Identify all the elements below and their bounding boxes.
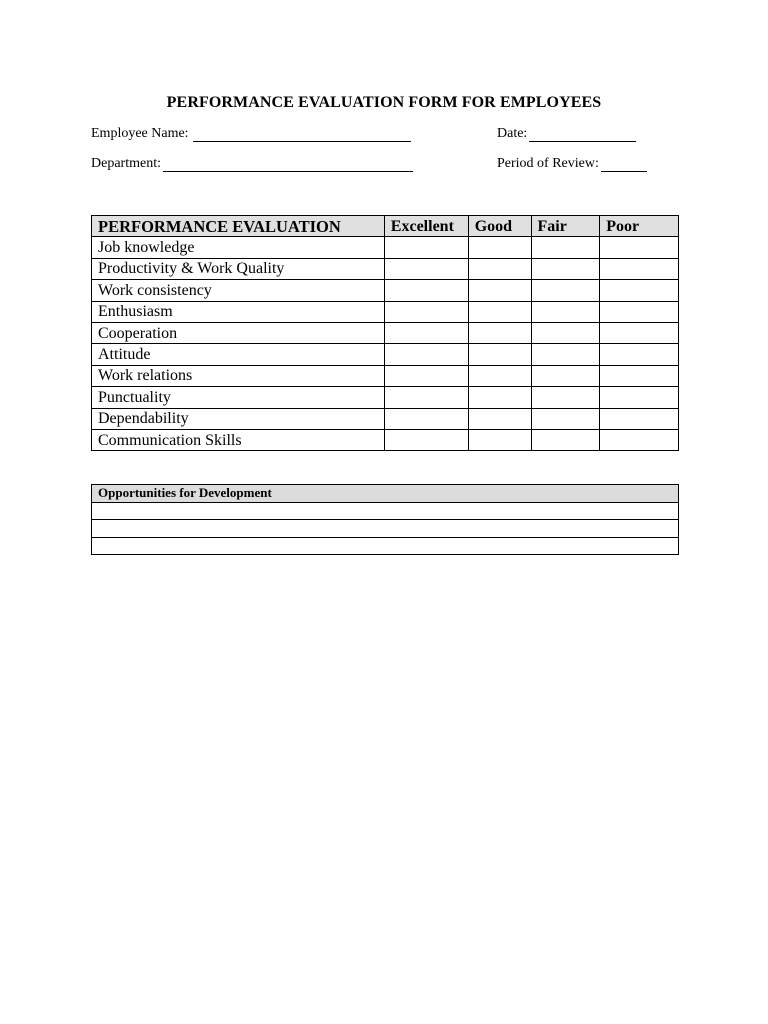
rating-cell-fair[interactable] [531,429,600,450]
employee-name-blank[interactable] [193,127,411,142]
rating-cell-excellent[interactable] [384,429,468,450]
rating-cell-good[interactable] [468,408,531,429]
rating-cell-fair[interactable] [531,365,600,386]
evaluation-row [92,322,679,343]
evaluation-row [92,387,679,408]
rating-cell-excellent[interactable] [384,280,468,301]
development-table [91,484,679,555]
rating-cell-good[interactable] [468,280,531,301]
rating-cell-excellent[interactable] [384,322,468,343]
rating-cell-excellent[interactable] [384,344,468,365]
rating-cell-fair[interactable] [531,408,600,429]
form-title: PERFORMANCE EVALUATION FORM FOR EMPLOYEES [166,94,602,111]
rating-cell-fair[interactable] [531,301,600,322]
evaluation-row [92,408,679,429]
development-row[interactable] [92,520,679,538]
department-field[interactable] [91,156,413,172]
date-blank[interactable] [529,127,636,142]
evaluation-criterion: Cooperation [92,322,385,343]
development-cell[interactable] [92,502,679,520]
evaluation-row [92,280,679,301]
rating-cell-poor[interactable] [600,322,679,343]
evaluation-header-row [92,216,679,237]
rating-cell-excellent[interactable] [384,365,468,386]
period-of-review-label: Period of Review: [497,156,599,171]
department-blank[interactable] [163,157,413,172]
development-header: Opportunities for Development [92,485,679,503]
rating-cell-fair[interactable] [531,322,600,343]
rating-cell-poor[interactable] [600,344,679,365]
development-cell[interactable] [92,537,679,555]
rating-cell-good[interactable] [468,365,531,386]
rating-cell-excellent[interactable] [384,237,468,258]
rating-cell-good[interactable] [468,429,531,450]
evaluation-criterion: Work relations [92,365,385,386]
rating-cell-fair[interactable] [531,258,600,279]
evaluation-table [91,215,679,451]
rating-cell-good[interactable] [468,301,531,322]
evaluation-criterion: Productivity & Work Quality [92,258,385,279]
period-of-review-blank[interactable] [601,157,647,172]
development-row[interactable] [92,537,679,555]
development-header-row [92,485,679,503]
evaluation-row [92,429,679,450]
employee-name-field[interactable] [91,126,411,142]
evaluation-criterion: Punctuality [92,387,385,408]
rating-cell-poor[interactable] [600,237,679,258]
rating-cell-good[interactable] [468,237,531,258]
evaluation-row [92,344,679,365]
rating-cell-poor[interactable] [600,387,679,408]
rating-cell-poor[interactable] [600,365,679,386]
rating-cell-fair[interactable] [531,280,600,301]
rating-cell-poor[interactable] [600,301,679,322]
date-label: Date: [497,126,528,141]
evaluation-header-criteria: PERFORMANCE EVALUATION [92,216,385,237]
evaluation-criterion: Attitude [92,344,385,365]
rating-cell-excellent[interactable] [384,387,468,408]
rating-cell-good[interactable] [468,387,531,408]
rating-cell-poor[interactable] [600,429,679,450]
evaluation-header-good: Good [468,216,531,237]
evaluation-header-fair: Fair [531,216,600,237]
evaluation-criterion: Dependability [92,408,385,429]
development-row[interactable] [92,502,679,520]
rating-cell-poor[interactable] [600,258,679,279]
period-of-review-field[interactable] [497,156,647,172]
rating-cell-fair[interactable] [531,237,600,258]
evaluation-row [92,237,679,258]
evaluation-row [92,301,679,322]
department-label: Department: [91,156,161,171]
rating-cell-good[interactable] [468,258,531,279]
evaluation-criterion: Enthusiasm [92,301,385,322]
rating-cell-poor[interactable] [600,280,679,301]
rating-cell-poor[interactable] [600,408,679,429]
rating-cell-excellent[interactable] [384,258,468,279]
rating-cell-good[interactable] [468,322,531,343]
evaluation-row [92,258,679,279]
development-cell[interactable] [92,520,679,538]
evaluation-header-excellent: Excellent [384,216,468,237]
rating-cell-excellent[interactable] [384,301,468,322]
rating-cell-excellent[interactable] [384,408,468,429]
evaluation-header-poor: Poor [600,216,679,237]
rating-cell-fair[interactable] [531,344,600,365]
evaluation-criterion: Job knowledge [92,237,385,258]
rating-cell-good[interactable] [468,344,531,365]
rating-cell-fair[interactable] [531,387,600,408]
evaluation-row [92,365,679,386]
evaluation-criterion: Communication Skills [92,429,385,450]
date-field[interactable] [497,126,636,142]
employee-name-label: Employee Name: [91,126,189,141]
evaluation-criterion: Work consistency [92,280,385,301]
